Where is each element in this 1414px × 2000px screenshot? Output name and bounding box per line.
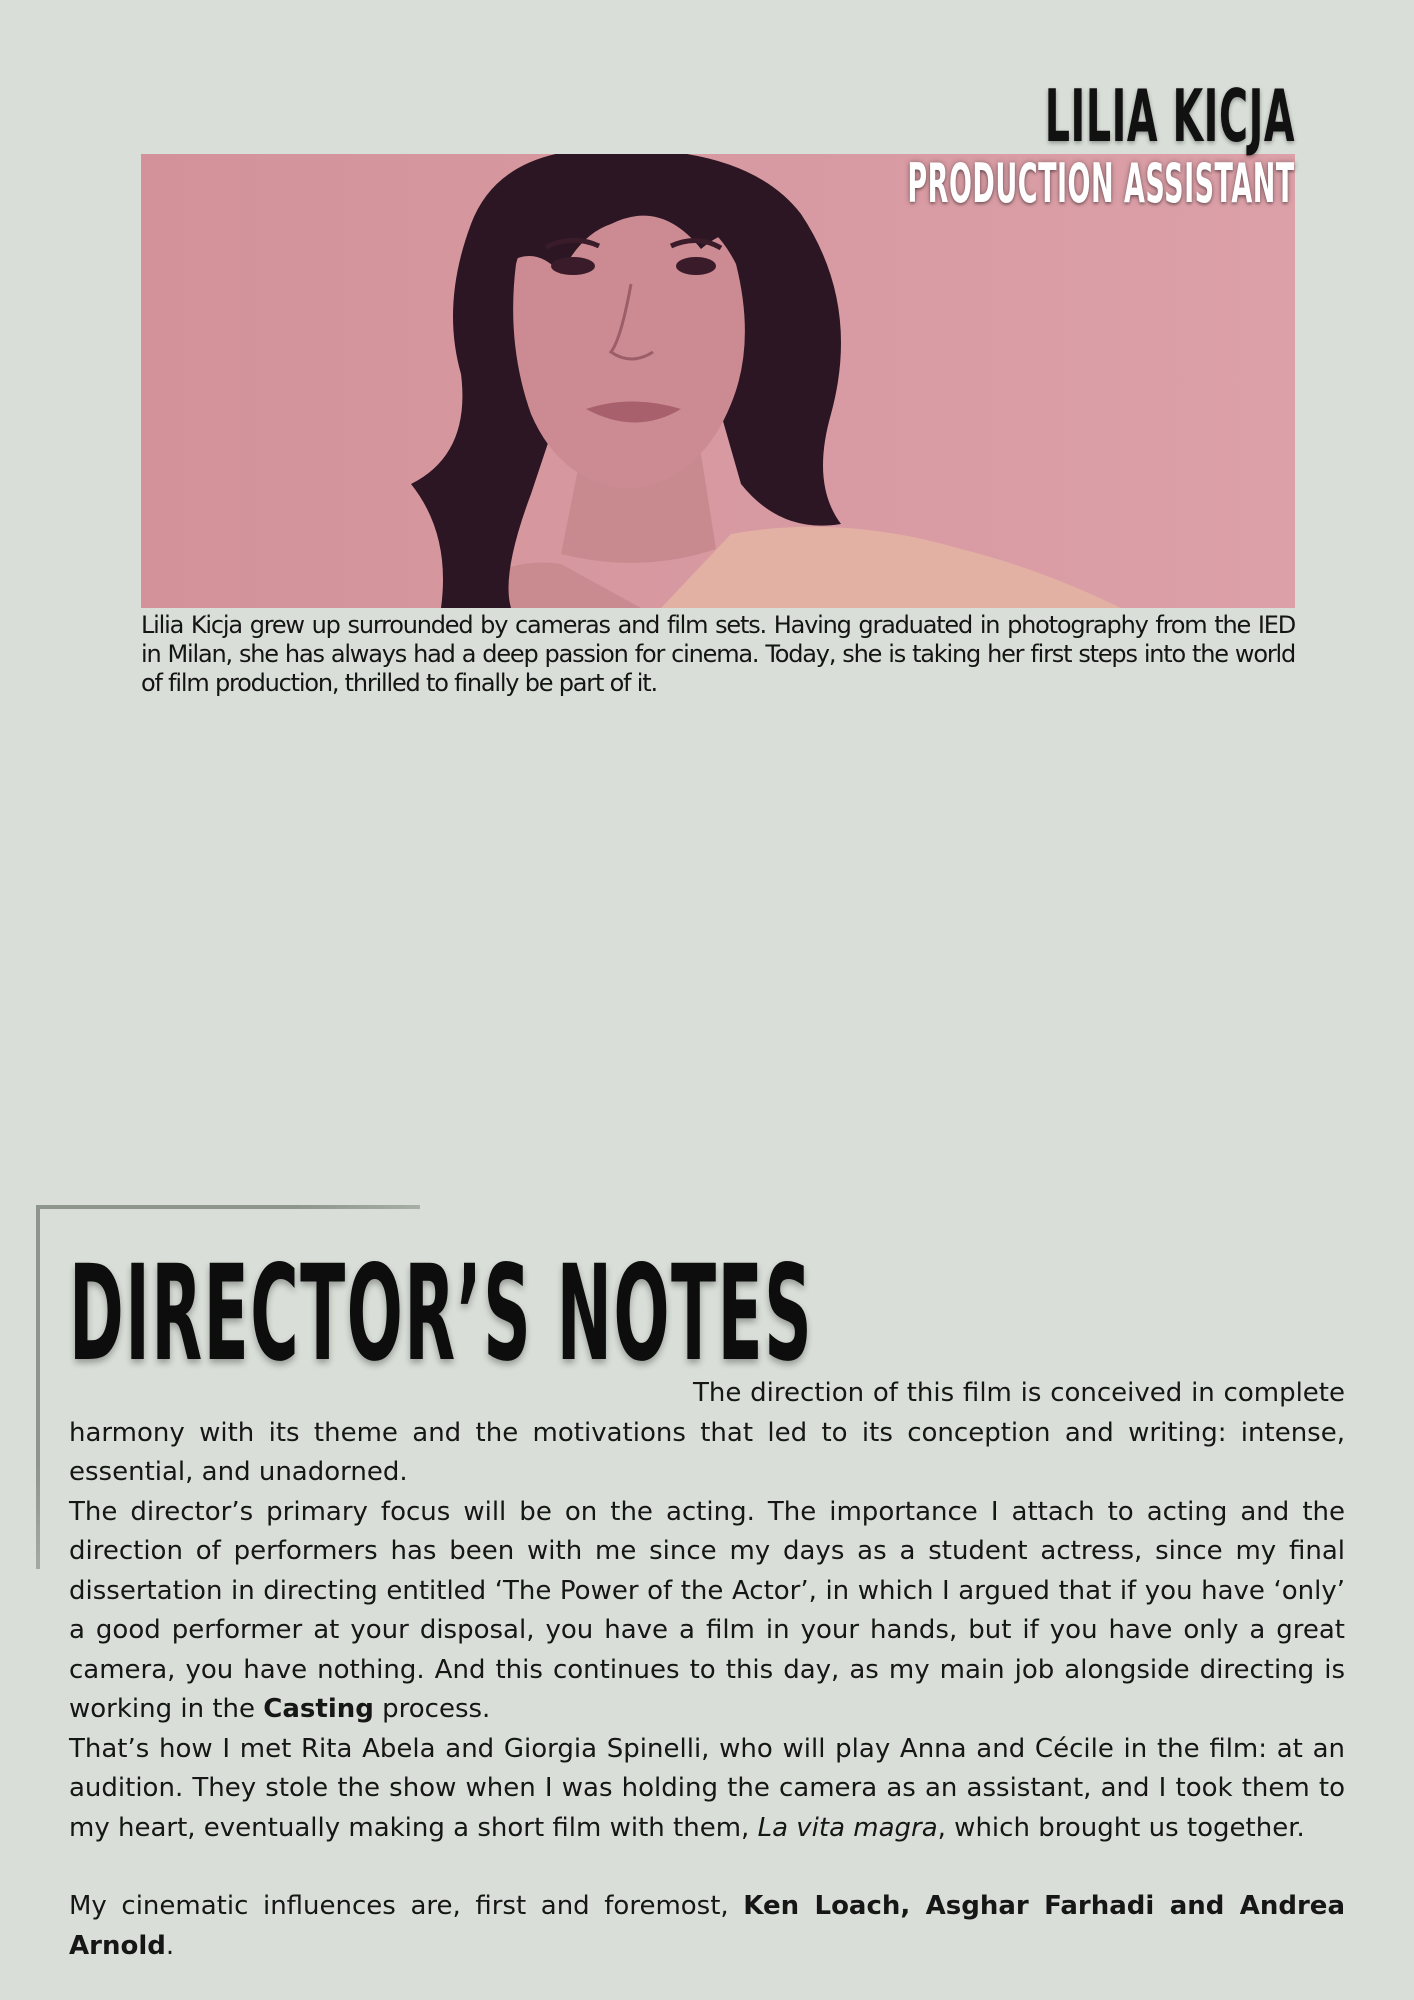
- notes-film-title: La vita magra: [757, 1812, 938, 1843]
- notes-influences-bold: Ken Loach, Asghar Farhadi and Andrea Arnold: [69, 1891, 1345, 1961]
- notes-paragraph-3: [69, 1730, 1345, 1849]
- notes-casting-bold: Casting: [263, 1694, 374, 1724]
- notes-paragraph-4: [69, 1887, 1345, 1966]
- profile-role: PRODUCTION ASSISTANT: [907, 152, 1295, 215]
- paragraph-gap: [69, 1848, 1345, 1887]
- notes-paragraph-4-end: .: [165, 1930, 175, 1961]
- profile-bio: Lilia Kicja grew up surrounded by cameras and film sets. Having graduated in photography from the IED in Milan, she has always had a deep passion for cinema. Today, she is taking her first steps into the world of film production, thrilled to finally be part of it.: [141, 611, 1295, 697]
- profile-photo: [141, 154, 1295, 608]
- profile-name: LILIA KICJA: [1044, 74, 1295, 158]
- notes-title-text: DIRECTOR’S NOTES: [69, 1237, 814, 1391]
- notes-paragraph-3-text: That’s how I met Rita Abela and Giorgia Spinelli, who will play Anna and Cécile in the film: at an audition. They stole the show when I was holding the camera as an assistant, and I took them to my heart, eventually making a short film with them,: [69, 1733, 1345, 1843]
- notes-paragraph-2-end: process.: [373, 1694, 491, 1724]
- notes-paragraph-4-text: My cinematic influences are, first and foremost,: [69, 1891, 744, 1921]
- notes-paragraph-1-text: The direction of this film is conceived in complete harmony with its theme and the motivations that led to its conception and writing: intense, essential, and unadorned.: [69, 1378, 1345, 1487]
- notes-paragraph-1: [69, 1374, 1345, 1493]
- notes-paragraph-2-text: The director’s primary focus will be on the acting. The importance I attach to acting and the direction of performers has been with me since my days as a student actress, since my final dissertation in directing entitled ‘The Power of the Actor’, in which I argued that if you have ‘only’ a good performer at your disposal, you have a film in your hands, but if you have only a great camera, you have nothing. And this continues to this day, as my main job alongside directing is working in the: [69, 1496, 1345, 1724]
- notes-paragraph-3-end: , which brought us together.: [937, 1812, 1305, 1843]
- notes-paragraph-2: [69, 1493, 1345, 1730]
- directors-notes: [69, 1237, 1345, 1966]
- notes-title: [69, 1237, 814, 1391]
